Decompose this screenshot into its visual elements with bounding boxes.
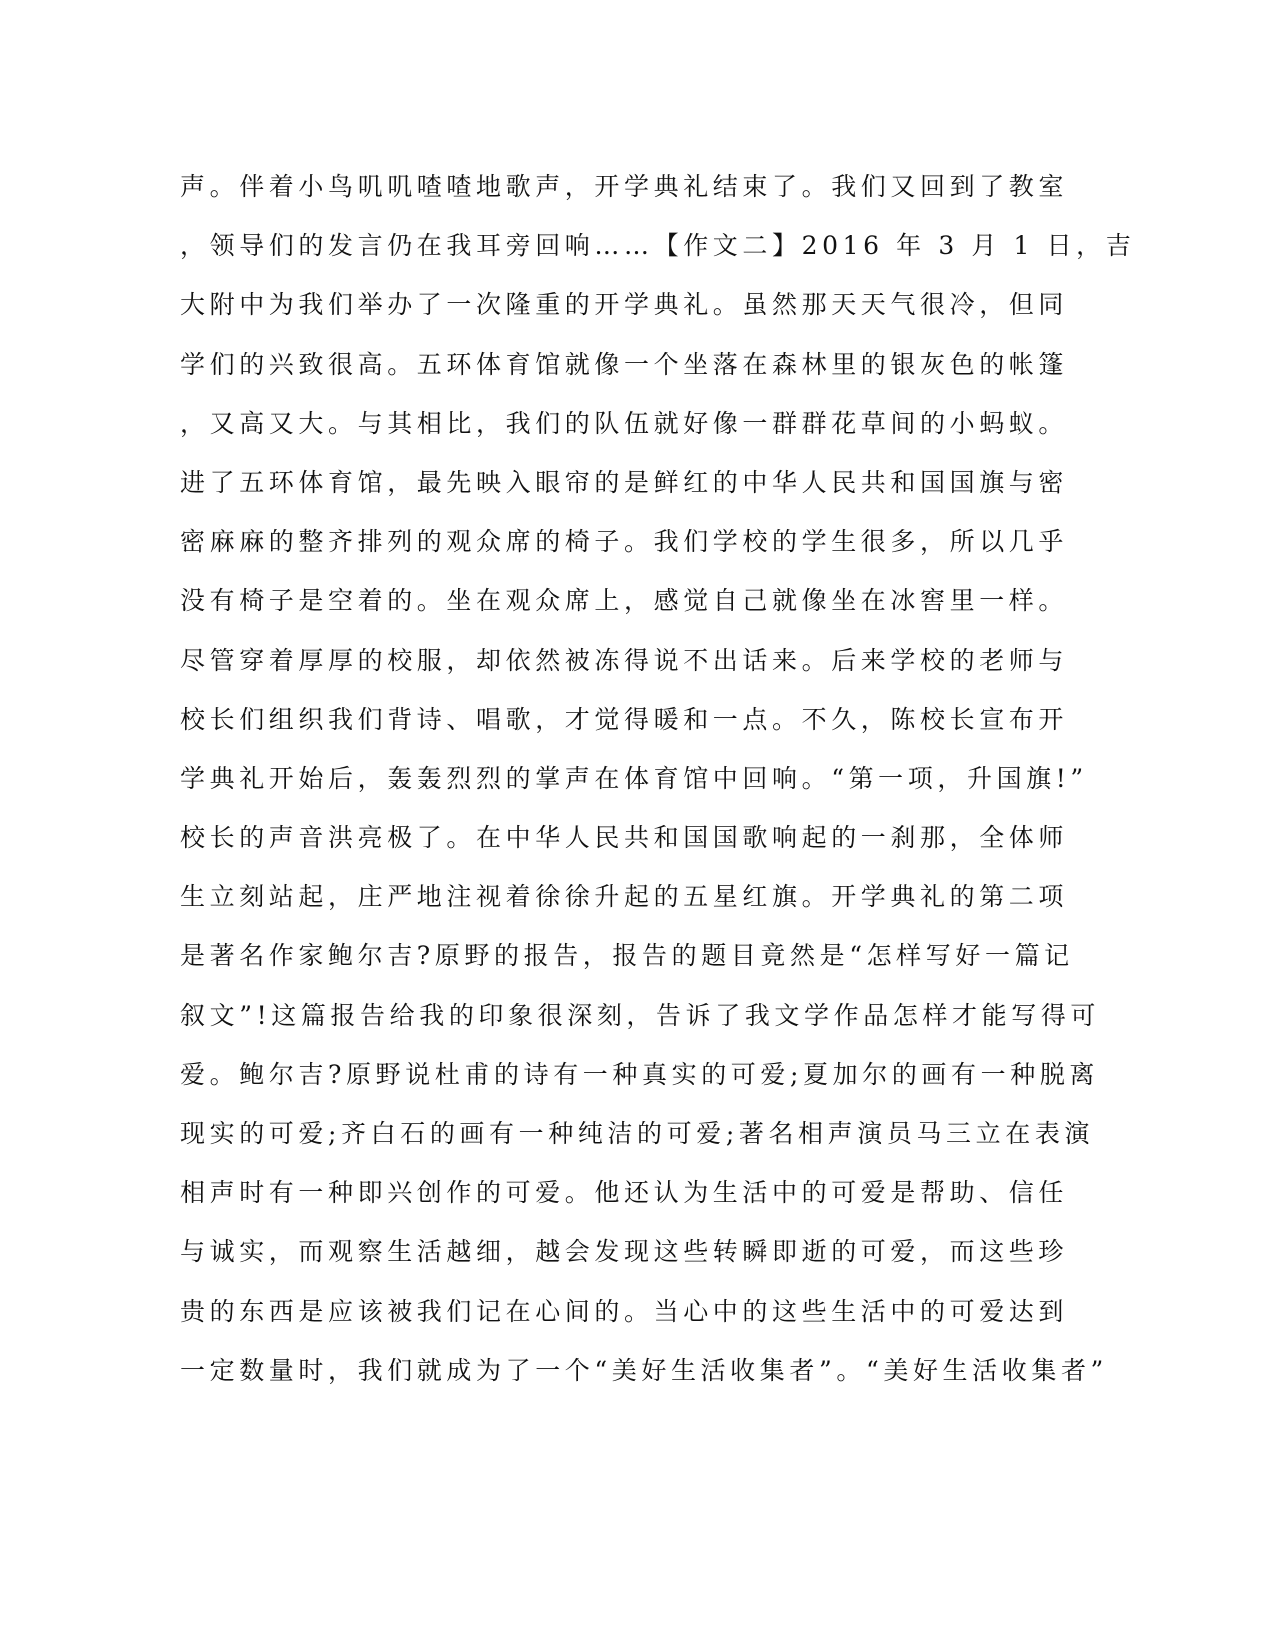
text-line-17: 现实的可爱;齐白石的画有一种纯洁的可爱;著名相声演员马三立在表演 (180, 1119, 1095, 1148)
text-line-20: 贵的东西是应该被我们记在心间的。当心中的这些生活中的可爱达到 (180, 1296, 1069, 1326)
text-line-3: 大附中为我们举办了一次隆重的开学典礼。虽然那天天气很冷，但同 (180, 290, 1069, 320)
text-line-19: 与诚实，而观察生活越细，越会发现这些转瞬即逝的可爱，而这些珍 (180, 1237, 1069, 1267)
essay-body-text (180, 157, 1136, 1400)
text-line-4: 学们的兴致很高。五环体育馆就像一个坐落在森林里的银灰色的帐篷 (180, 349, 1069, 379)
text-line-21: 一定数量时，我们就成为了一个“美好生活收集者”。“美好生活收集者” (180, 1355, 1108, 1385)
text-line-6: 进了五环体育馆，最先映入眼帘的是鲜红的中华人民共和国国旗与密 (180, 467, 1069, 497)
text-line-18: 相声时有一种即兴创作的可爱。他还认为生活中的可爱是帮助、信任 (180, 1178, 1069, 1208)
text-line-16: 爱。鲍尔吉?原野说杜甫的诗有一种真实的可爱;夏加尔的画有一种脱离 (180, 1059, 1100, 1089)
text-line-11: 学典礼开始后，轰轰烈烈的掌声在体育馆中回响。“第一项，升国旗!” (180, 763, 1088, 793)
text-line-1: 声。伴着小鸟叽叽喳喳地歌声，开学典礼结束了。我们又回到了教室 (180, 172, 1069, 201)
text-line-5: ，又高又大。与其相比，我们的队伍就好像一群群花草间的小蚂蚁。 (180, 408, 1069, 438)
text-line-12: 校长的声音洪亮极了。在中华人民共和国国歌响起的一刹那，全体师 (180, 823, 1069, 853)
text-line-14: 是著名作家鲍尔吉?原野的报告，报告的题目竟然是“怎样写好一篇记 (180, 941, 1074, 971)
text-line-8: 没有椅子是空着的。坐在观众席上，感觉自己就像坐在冰窖里一样。 (180, 586, 1069, 616)
text-line-9: 尽管穿着厚厚的校服，却依然被冻得说不出话来。后来学校的老师与 (180, 645, 1069, 675)
text-line-7: 密麻麻的整齐排列的观众席的椅子。我们学校的学生很多，所以几乎 (180, 527, 1069, 557)
text-line-15: 叙文”!这篇报告给我的印象很深刻，告诉了我文学作品怎样才能写得可 (180, 1000, 1101, 1030)
text-line-13: 生立刻站起，庄严地注视着徐徐升起的五星红旗。开学典礼的第二项 (180, 882, 1069, 912)
text-line-10: 校长们组织我们背诗、唱歌，才觉得暖和一点。不久，陈校长宣布开 (180, 704, 1069, 734)
text-line-2: ，领导们的发言仍在我耳旁回响……【作文二】2016 年 3 月 1 日，吉 (180, 231, 1136, 261)
